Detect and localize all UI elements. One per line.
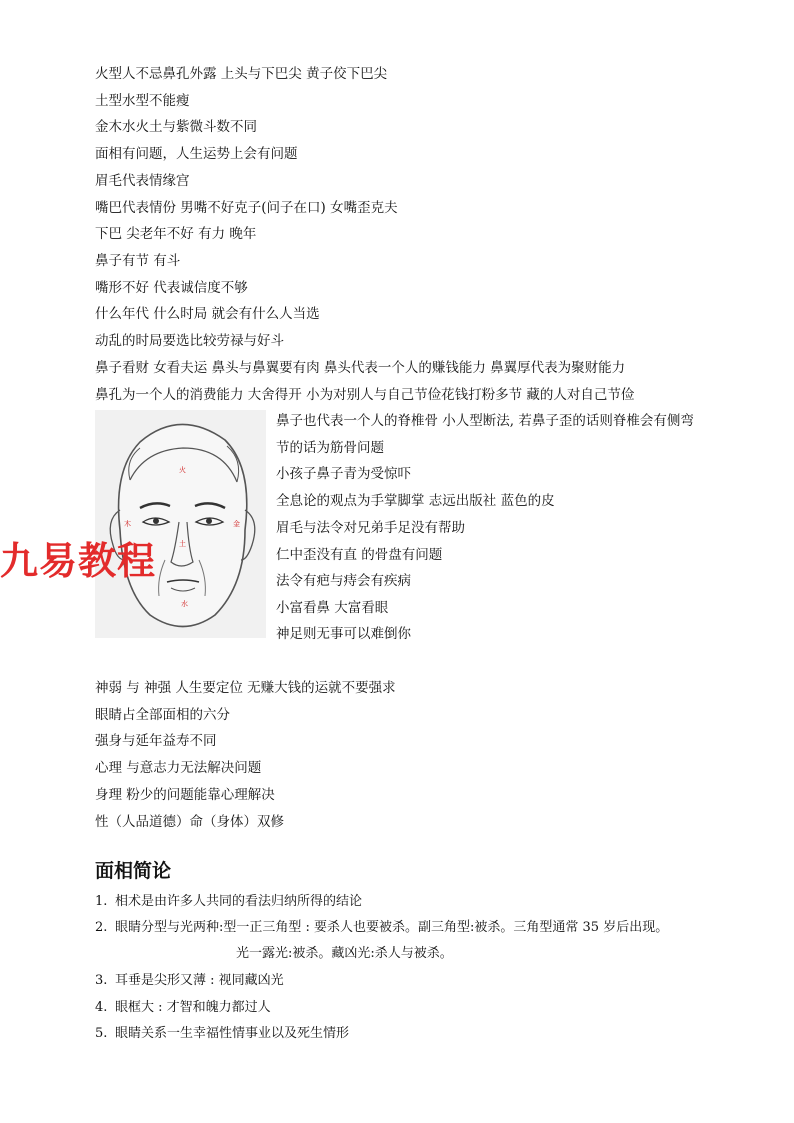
note-line: 眉毛代表情缘宫 bbox=[95, 173, 190, 189]
face-label-left: 木 bbox=[124, 520, 131, 528]
side-note-line: 法令有疤与痔会有疾病 bbox=[276, 573, 411, 589]
note-line: 眼睛占全部面相的六分 bbox=[95, 707, 230, 723]
list-text: 眼睛分型与光两种:型一正三角型 : 要杀人也要被杀。副三角型:被杀。三角型通常 35 岁后出现。 bbox=[115, 920, 669, 935]
note-line: 嘴巴代表情份 男嘴不好克子(问子在口) 女嘴歪克夫 bbox=[95, 200, 398, 216]
side-note-line: 鼻子也代表一个人的脊椎骨 小人型断法, 若鼻子歪的话则脊椎会有侧弯 bbox=[276, 413, 694, 429]
list-item bbox=[95, 1025, 349, 1043]
face-label-bottom: 水 bbox=[181, 600, 188, 608]
watermark-logo: 九易教程 bbox=[0, 539, 157, 583]
list-text: 眼框大 : 才智和魄力都过人 bbox=[115, 1000, 271, 1015]
note-line: 性（人品道德）命（身体）双修 bbox=[95, 814, 284, 830]
note-line: 鼻孔为一个人的消费能力 大舍得开 小为对别人与自己节俭花钱打粉多节 藏的人对自己节俭 bbox=[95, 387, 635, 403]
section-title: 面相简论 bbox=[95, 860, 172, 882]
note-line: 下巴 尖老年不好 有力 晚年 bbox=[95, 226, 257, 242]
list-number: 1. bbox=[95, 894, 108, 909]
face-label-top: 火 bbox=[179, 466, 186, 474]
note-line: 鼻子看财 女看夫运 鼻头与鼻翼要有肉 鼻头代表一个人的赚钱能力 鼻翼厚代表为聚财能力 bbox=[95, 360, 626, 376]
note-line: 强身与延年益寿不同 bbox=[95, 733, 217, 749]
list-item bbox=[95, 999, 271, 1017]
note-line: 神弱 与 神强 人生要定位 无赚大钱的运就不要强求 bbox=[95, 680, 396, 696]
list-number: 2. bbox=[95, 920, 108, 935]
side-note-line: 小孩子鼻子青为受惊吓 bbox=[276, 466, 411, 482]
face-diagram bbox=[95, 410, 266, 638]
list-text: 耳垂是尖形又薄 : 视同藏凶光 bbox=[115, 973, 284, 988]
note-line: 动乱的时局要选比较劳禄与好斗 bbox=[95, 333, 284, 349]
face-label-right: 金 bbox=[233, 520, 240, 528]
list-item bbox=[95, 919, 668, 937]
note-line: 火型人不忌鼻孔外露 上头与下巴尖 黄子佼下巴尖 bbox=[95, 66, 388, 82]
face-illustration bbox=[95, 410, 266, 638]
side-note-line: 神足则无事可以难倒你 bbox=[276, 626, 411, 642]
side-note-line: 眉毛与法令对兄弟手足没有帮助 bbox=[276, 520, 465, 536]
note-line: 嘴形不好 代表诚信度不够 bbox=[95, 280, 248, 296]
list-item bbox=[95, 972, 284, 990]
list-item-continuation bbox=[236, 945, 453, 963]
note-line: 身理 粉少的问题能靠心理解决 bbox=[95, 787, 275, 803]
note-line: 鼻子有节 有斗 bbox=[95, 253, 181, 269]
note-line: 土型水型不能瘦 bbox=[95, 93, 190, 109]
list-text: 相术是由许多人共同的看法归纳所得的结论 bbox=[115, 894, 363, 909]
side-note-line: 全息论的观点为手掌脚掌 志远出版社 蓝色的皮 bbox=[276, 493, 555, 509]
side-note-line: 小富看鼻 大富看眼 bbox=[276, 600, 389, 616]
list-item bbox=[95, 893, 362, 911]
note-line: 什么年代 什么时局 就会有什么人当选 bbox=[95, 306, 320, 322]
list-text: 光一露光:被杀。藏凶光:杀人与被杀。 bbox=[236, 946, 453, 961]
list-text: 眼睛关系一生幸福性情事业以及死生情形 bbox=[115, 1026, 350, 1041]
face-label-center: 土 bbox=[179, 540, 186, 548]
list-number: 5. bbox=[95, 1026, 108, 1041]
note-line: 金木水火土与紫微斗数不同 bbox=[95, 119, 257, 135]
note-line: 面相有问题，人生运势上会有问题 bbox=[95, 146, 298, 162]
list-number: 3. bbox=[95, 973, 108, 988]
list-number: 4. bbox=[95, 1000, 108, 1015]
side-note-line: 节的话为筋骨问题 bbox=[276, 440, 384, 456]
note-line: 心理 与意志力无法解决问题 bbox=[95, 760, 262, 776]
side-note-line: 仁中歪没有直 的骨盘有问题 bbox=[276, 547, 443, 563]
